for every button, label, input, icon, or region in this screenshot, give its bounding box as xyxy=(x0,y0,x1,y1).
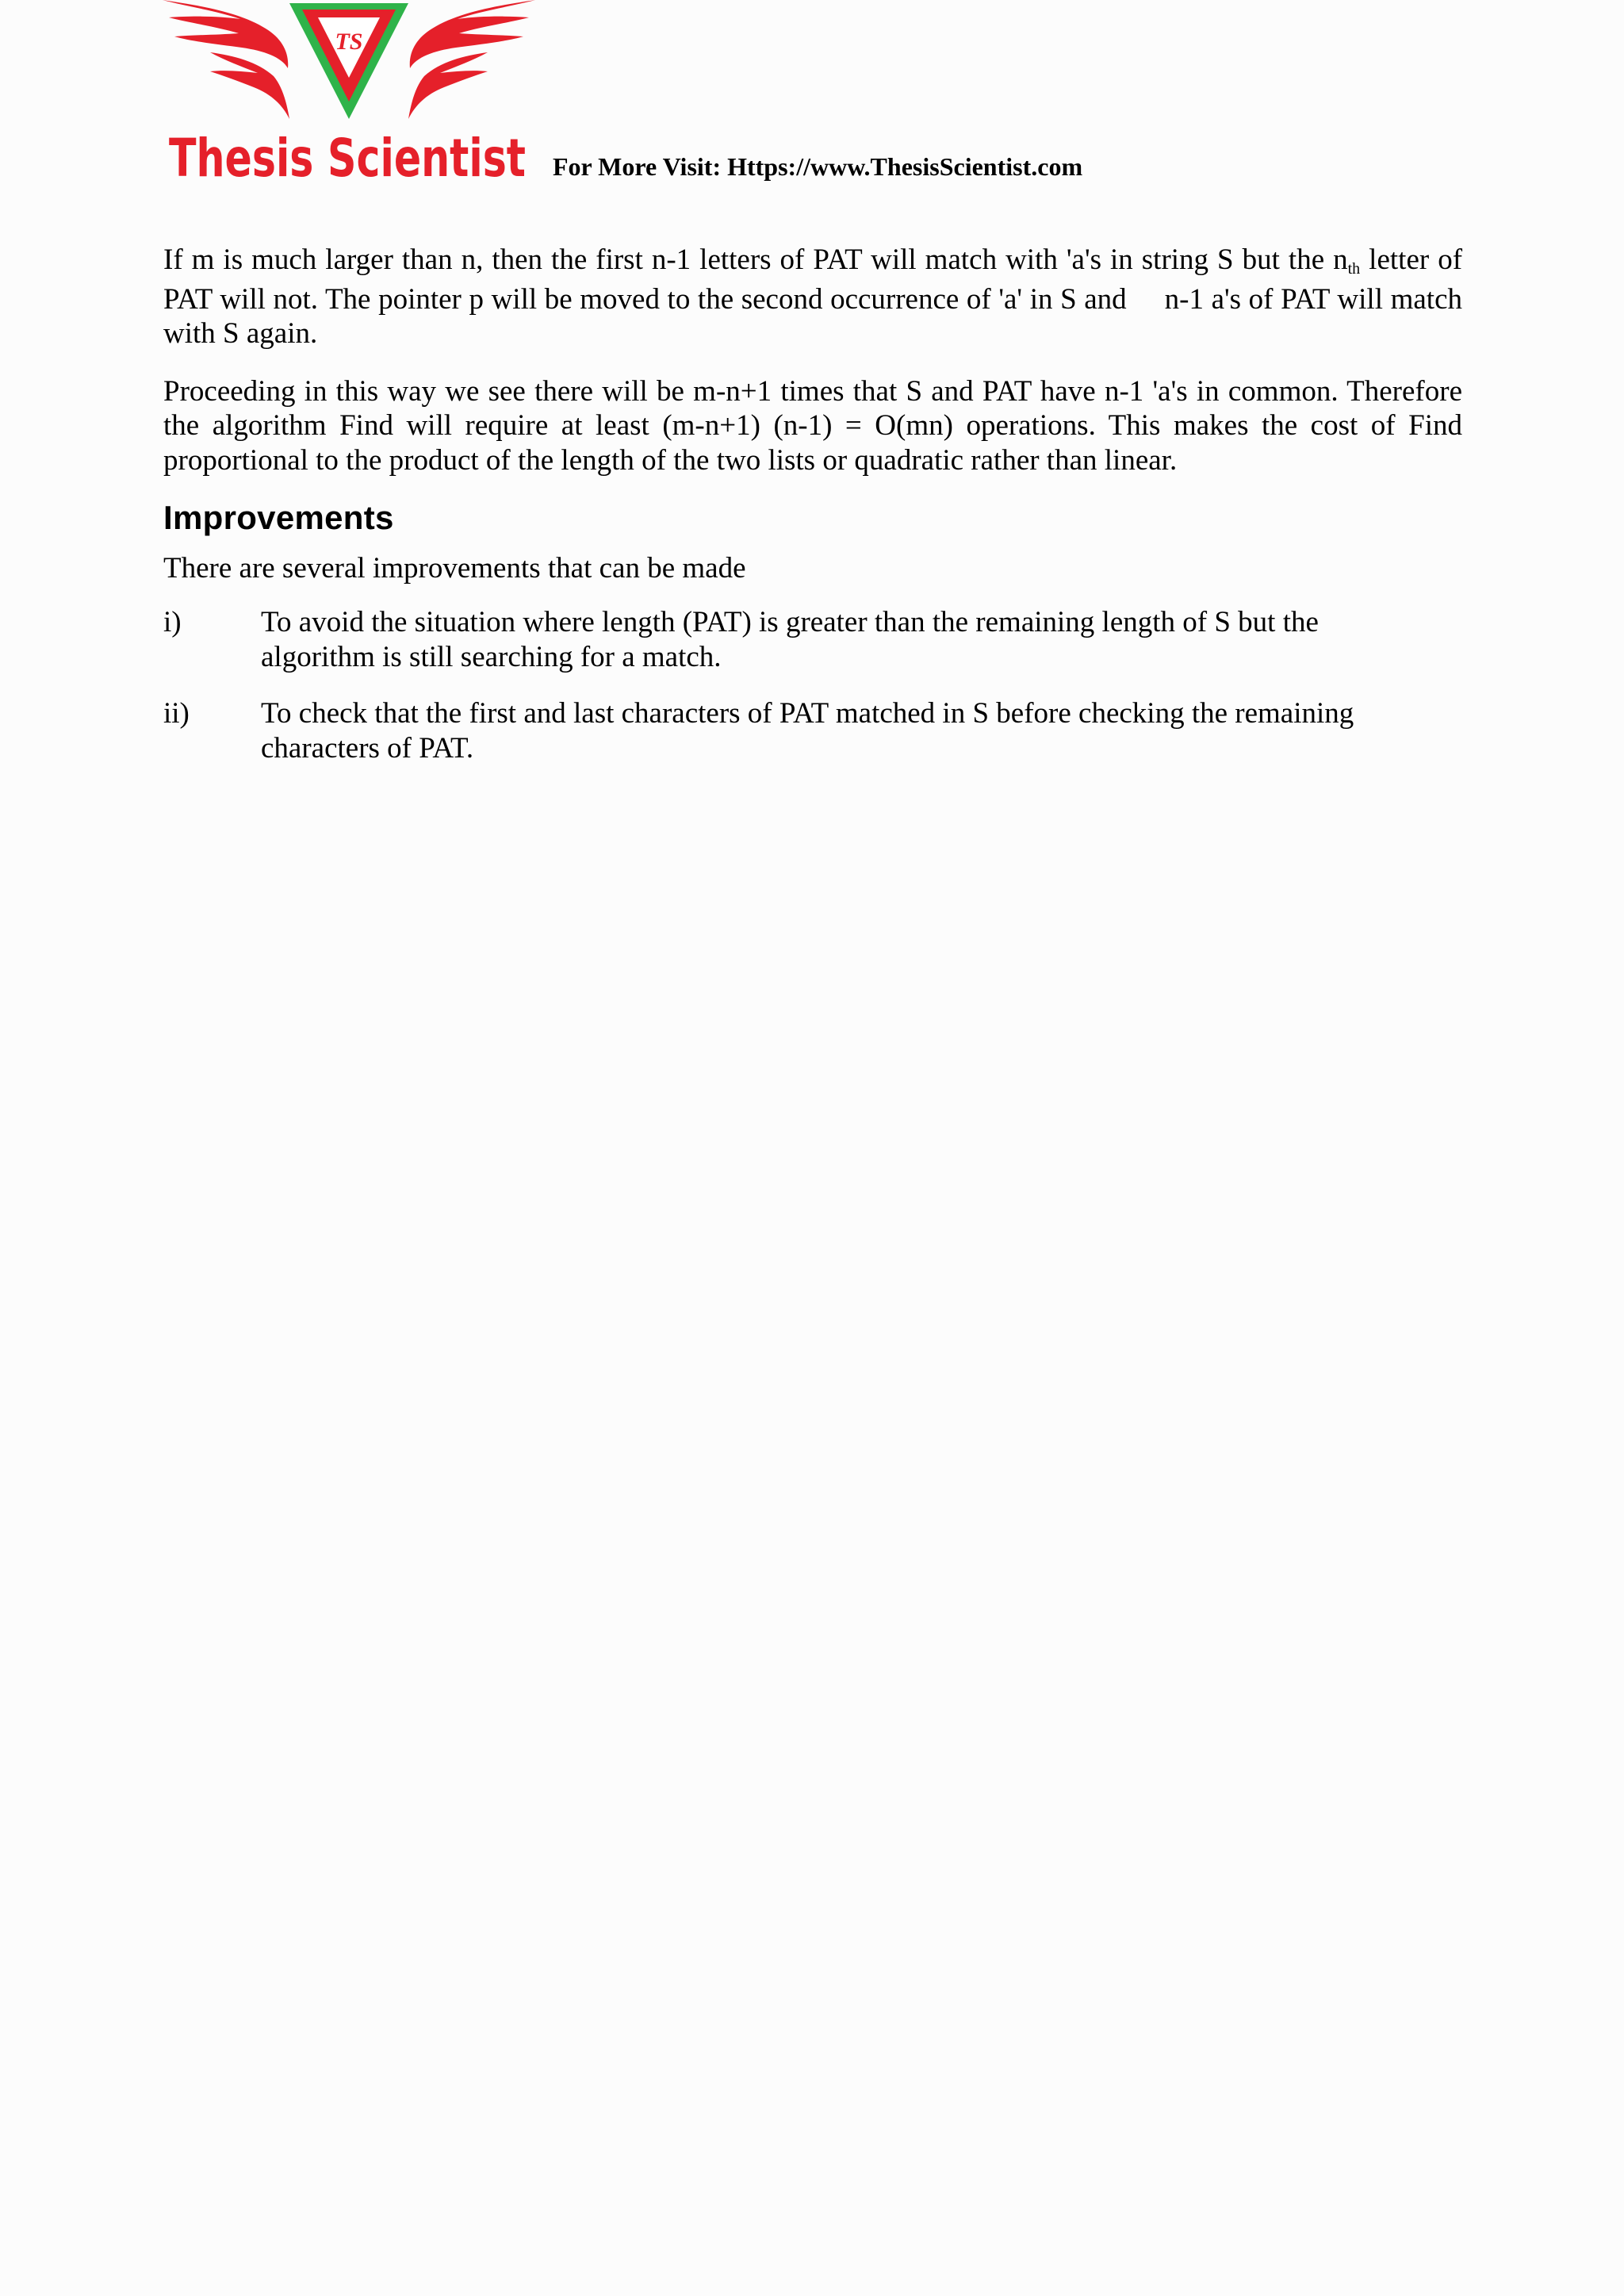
improvements-intro: There are several improvements that can be made xyxy=(163,551,746,585)
page-header xyxy=(0,0,1624,198)
paragraph-mismatch xyxy=(163,243,1462,351)
list-item xyxy=(163,605,1462,674)
list-item-text: To check that the first and last characters of PAT matched in S before checking the remaining characters of PAT. xyxy=(261,697,1354,765)
document-body xyxy=(163,243,1462,788)
list-item xyxy=(163,696,1462,765)
paragraph-complexity: Proceeding in this way we see there will be m-n+1 times that S and PAT have n-1 'a's in common. Therefore the algorithm Find will require at least (m-n+1) (n-1) = O(mn) operations. This makes the cost of Find proportional to the product of the length of the two lists or quadratic rather than linear. xyxy=(163,374,1462,477)
subscript-th: th xyxy=(1347,260,1361,278)
visit-link-text: For More Visit: Https://www.ThesisScientist.com xyxy=(553,152,1083,181)
list-item-number: ii) xyxy=(163,697,190,730)
paragraph-1-part-3: n-1 a's of PAT will match with S again. xyxy=(163,282,1462,350)
list-item-text: To avoid the situation where length (PAT) is greater than the remaining length of S but the algorithm is still searching for a match. xyxy=(261,606,1319,673)
paragraph-1-part-1: If m is much larger than n, then the first n-1 letters of PAT will match with 'a's in string S but the n xyxy=(163,243,1348,276)
logo-monogram: TS xyxy=(335,29,363,55)
thesis-scientist-logo xyxy=(163,0,535,189)
paragraph-1-part-2: letter of PAT will not. The pointer p will be moved to the second occurrence of 'a' in S and xyxy=(163,243,1463,316)
logo-wordmark: Thesis Scientist xyxy=(169,128,526,189)
section-heading-improvements: Improvements xyxy=(163,499,394,536)
list-item-number: i) xyxy=(163,606,182,638)
